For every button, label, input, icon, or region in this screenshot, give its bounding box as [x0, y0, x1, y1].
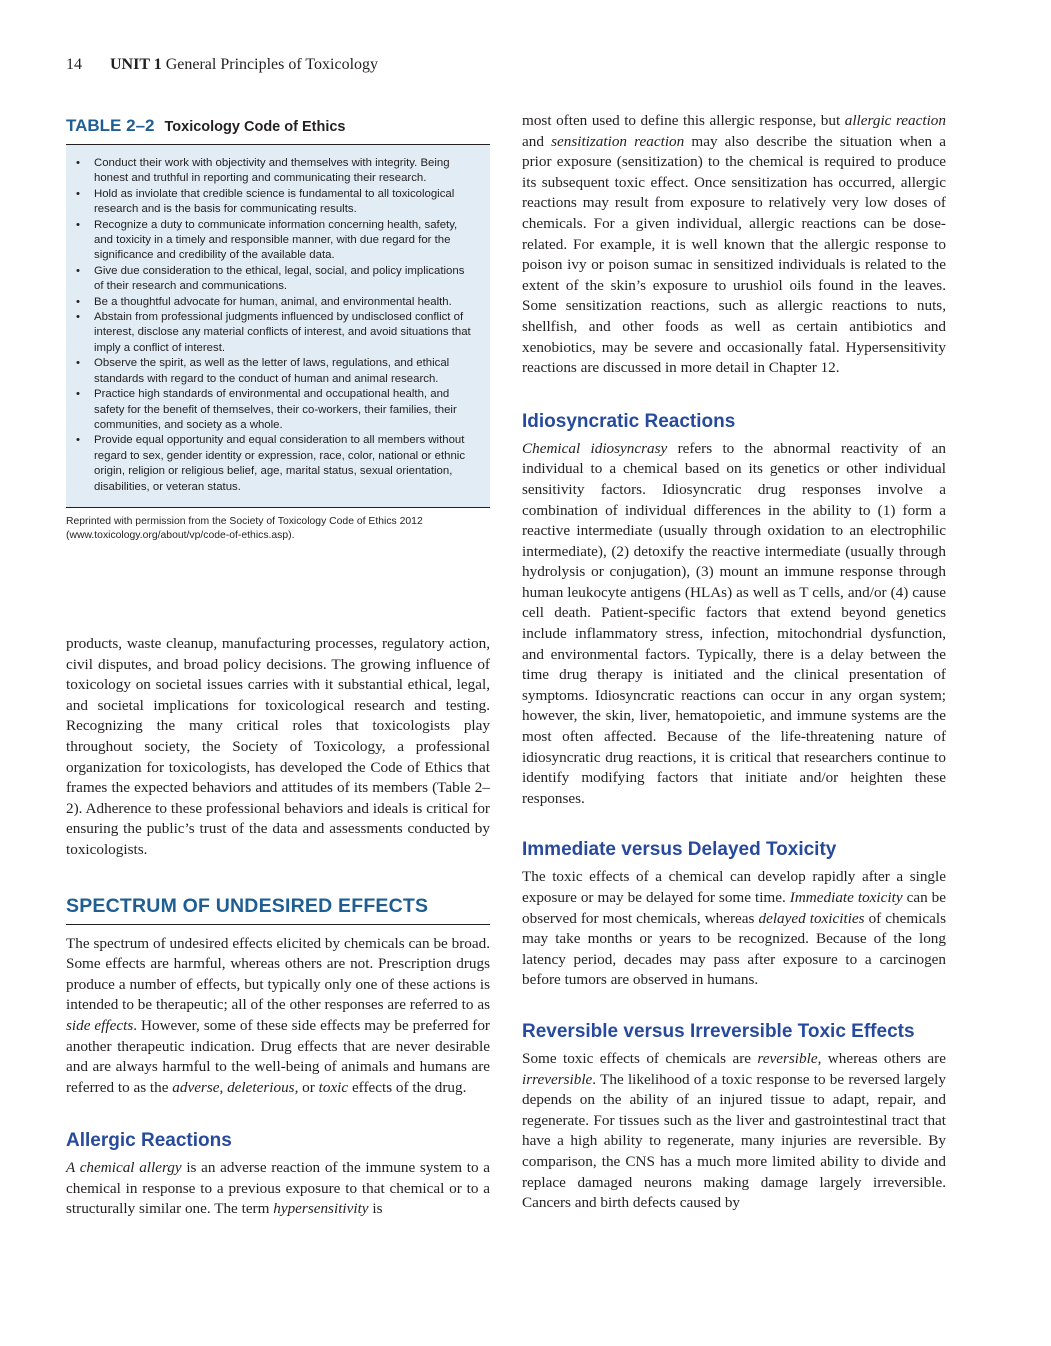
table-number: TABLE 2–2	[66, 116, 155, 135]
paragraph-intro: products, waste cleanup, manufacturing processes, regulatory action, civil disputes, and broad policy decisions. The growing influence of toxicology on societal issues carries with it substantial ethical, legal, and societal implications for toxicological research and testing. Recognizing the many critical roles that toxicologists play throughout society, the Society of Toxicology, a professional organization for toxicologists, has developed the Code of Ethics that frames the expected behaviors and attitudes of its members (Table 2–2). Adherence to these professional behaviors and ideals is critical for ensuring the public’s trust of the data and assessments conducted by toxicologists.	[66, 635, 490, 858]
list-item: • Provide equal opportunity and equal consideration to all members without regard to sex, gender identity or expression, race, color, national or ethnic origin, religion or religious belief, age, marital status, sexual orientation, disabilities, or veteran status.	[76, 434, 466, 493]
table-header	[66, 108, 490, 145]
subheading-idiosyncratic: Idiosyncratic Reactions	[522, 410, 736, 432]
paragraph-allergic-cont: most often used to define this allergic response, but allergic reaction and sensitization reaction may also describe the situation when a prior exposure (sensitization) to the chemical is required to produce its subsequent toxic effect. Once sensitization has occurred, allergic reactions may result from exposure to relatively very low doses of chemicals. For a given individual, allergic reactions can be dose-related. For example, it is well known that the allergic response to poison ivy or poison sumac in sensitized individuals is related to the extent of the skin’s exposure to urushiol oils found in the leaves. Some sensitization reactions, such as allergic reactions to nuts, shellfish, and other foods as well as certain antibiotics and xenobiotics, may be severe and occasionally fatal. Hypersensitivity reactions are discussed in more detail in Chapter 12.	[522, 112, 946, 377]
bullet-icon: •	[76, 295, 80, 308]
paragraph-allergic: A chemical allergy is an adverse reaction of the immune system to a chemical in response to a previous exposure to that chemical or to a structurally similar one. The term hypersensitivity is	[66, 1159, 490, 1218]
bullet-icon: •	[76, 311, 80, 324]
page-number: 14	[66, 56, 82, 73]
bullet-icon: •	[76, 187, 80, 200]
bullet-icon: •	[76, 388, 80, 401]
subheading-immediate-delayed: Immediate versus Delayed Toxicity	[522, 839, 837, 861]
list-item: • Abstain from professional judgments influenced by undisclosed conflict of interest, disclose any material conflicts of interest, and avoid situations that imply a conflict of interest.	[76, 311, 471, 354]
right-column	[522, 111, 946, 1214]
bullet-icon: •	[76, 357, 80, 370]
section-heading-spectrum: SPECTRUM OF UNDESIRED EFFECTS	[66, 895, 490, 925]
bullet-icon: •	[76, 434, 80, 447]
paragraph-spectrum: The spectrum of undesired effects elicited by chemicals can be broad. Some effects are harmful, whereas others are not. Prescription drugs produce a number of effects, but typically only one of these actions is intended to be therapeutic; all of the other responses are referred to as side effects. However, some of these side effects may be preferred for another therapeutic indication. Drug effects that are never desirable and are always harmful to the well-being of animals and humans are referred to as the adverse, deleterious, or toxic effects of the drug.	[66, 934, 490, 1096]
list-item: • Observe the spirit, as well as the letter of laws, regulations, and ethical standards with regard to the conduct of human and animal research.	[76, 357, 450, 385]
ethics-list	[76, 156, 474, 495]
table-body	[66, 145, 490, 508]
bullet-icon: •	[76, 264, 80, 277]
table-source-note: Reprinted with permission from the Society of Toxicology Code of Ethics 2012 (www.toxicology.org/about/vp/code-of-ethics.asp).	[66, 515, 423, 541]
running-head	[66, 56, 378, 74]
list-item: • Conduct their work with objectivity and themselves with integrity. Being honest and truthful in reporting and communicating their research.	[76, 157, 450, 185]
paragraph-reversible: Some toxic effects of chemicals are reversible, whereas others are irreversible. The likelihood of a toxic response to be reversed largely depends on the ability of an injured tissue to adapt, repair, and regenerate. For tissues such as the liver and gastrointestinal tract that have a high ability to regenerate, many injuries are reversible. By comparison, the CNS has a much more limited ability to divide and replace damaged neurons making damage largely irreversible. Cancers and birth defects caused by	[522, 1049, 946, 1212]
subheading-allergic: Allergic Reactions	[66, 1130, 232, 1152]
table-title: Toxicology Code of Ethics	[164, 119, 346, 135]
subheading-reversible: Reversible versus Irreversible Toxic Effects	[522, 1020, 915, 1042]
list-item: • Recognize a duty to communicate information concerning health, safety, and toxicity in a timely and responsible manner, with due regard for the significance and credibility of the available data.	[76, 218, 458, 262]
bullet-icon: •	[76, 157, 80, 169]
paragraph-idiosyncratic: Chemical idiosyncrasy refers to the abnormal reactivity of an individual to a chemical based on its genetics or other individual sensitivity factors. Idiosyncratic drug responses involve a combination of individual differences in the ability to (1) form a reactive intermediate (usually through oxidation to an electrophilic intermediate), (2) detoxify the reactive intermediate (usually through hydrolysis or conjugation), (3) mount an immune response through human leukocyte antigens (HLAs) as well as T cells, and/or (4) cause cell death. Patient-specific factors that extend beyond genetics include inflammatory stress, infection, mitochondrial dysfunction, and environmental factors. Typically, there is a delay between the time drug therapy is initiated and the clinical presentation of symptoms. Idiosyncratic reactions can occur in any organ system; however, the skin, liver, hematopoietic, and immune systems are the most often affected. Because of the life-threatening nature of idiosyncratic drug reactions, it is critical that researchers continue to identify modifying factors that initiate and/or heighten these responses.	[522, 439, 946, 807]
list-item: • Be a thoughtful advocate for human, animal, and environmental health.	[76, 295, 474, 310]
list-item: • Practice high standards of environmental and occupational health, and safety for the benefit of themselves, their co-workers, their families, their communities, and society as a whole.	[76, 388, 457, 431]
list-item: • Give due consideration to the ethical, legal, social, and policy implications of their research and communications.	[76, 264, 465, 293]
paragraph-immediate-delayed: The toxic effects of a chemical can develop rapidly after a single exposure or may be delayed for some time. Immediate toxicity can be observed for most chemicals, whereas delayed toxicities of chemicals may take months or years to be recognized. Because of the long latency period, decades may pass after exposure to a carcinogen before tumors are observed in humans.	[522, 868, 946, 989]
unit-label: UNIT 1	[110, 56, 162, 73]
left-column	[66, 634, 490, 1220]
list-item: • Hold as inviolate that credible science is fundamental to all toxicological research and is the basis for communicating results.	[76, 187, 455, 216]
bullet-icon: •	[76, 218, 80, 231]
running-head-title: General Principles of Toxicology	[165, 56, 379, 73]
ethics-table	[66, 108, 490, 543]
